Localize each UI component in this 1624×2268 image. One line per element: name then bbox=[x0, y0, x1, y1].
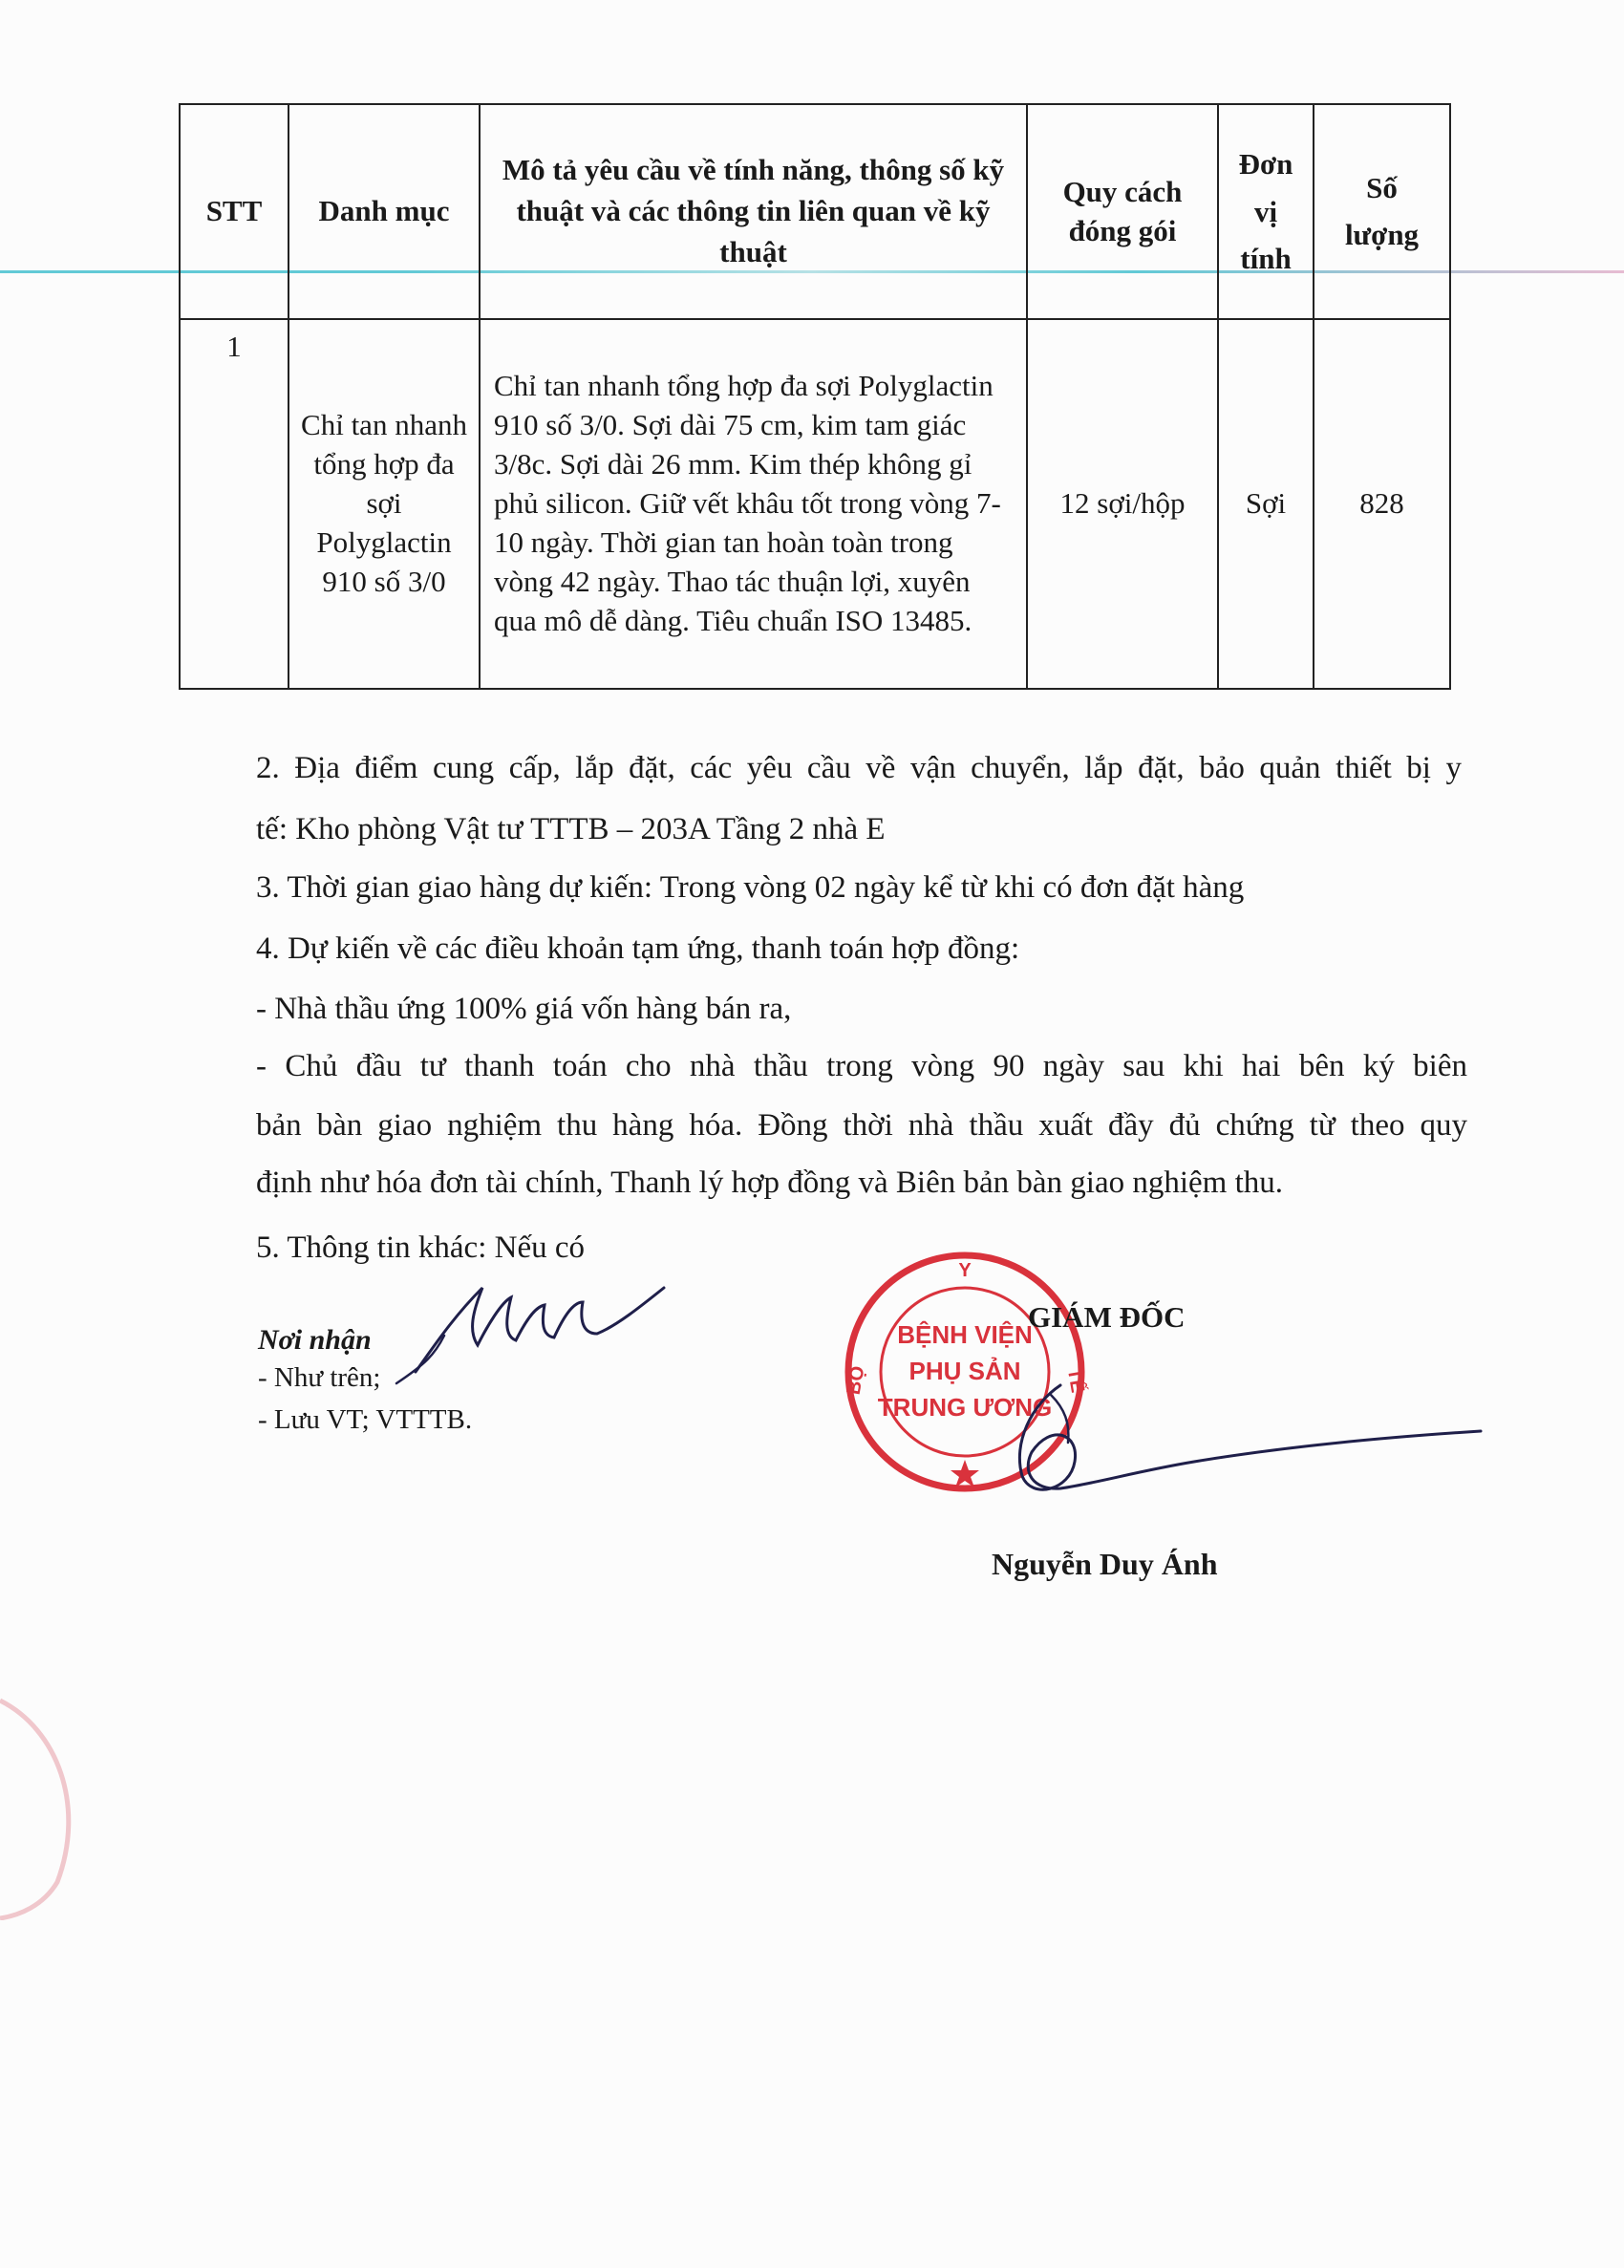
stamp-ring-top: Y bbox=[958, 1260, 972, 1281]
header-quy-cach: Quy cách đóng gói bbox=[1027, 104, 1218, 319]
stamp-line-3: TRUNG ƯƠNG bbox=[877, 1393, 1053, 1422]
item-4-b-line-1: - Chủ đầu tư thanh toán cho nhà thầu trong vòng 90 ngày sau khi hai bên ký biên bbox=[256, 1049, 1467, 1083]
cell-so-luong: 828 bbox=[1314, 319, 1450, 689]
table-header-row bbox=[180, 104, 1450, 319]
item-2-line-2: tế: Kho phòng Vật tư TTTB – 203A Tầng 2 nhà E bbox=[256, 812, 886, 846]
faint-stamp-remnant bbox=[0, 1691, 76, 1920]
cell-don-vi: Sợi bbox=[1218, 319, 1314, 689]
specification-table bbox=[179, 103, 1451, 690]
cell-mo-ta: Chỉ tan nhanh tổng hợp đa sợi Polyglactin 910 số 3/0. Sợi dài 75 cm, kim tam giác 3/8c. Sợi dài 26 mm. Kim thép không gỉ phủ silicon. Giữ vết khâu tốt trong vòng 7-10 ngày. Thời gian tan hoàn toàn trong vòng 42 ngày. Thao tác thuận lợi, xuyên qua mô dễ dàng. Tiêu chuẩn ISO 13485. bbox=[480, 319, 1027, 689]
cell-stt: 1 bbox=[180, 319, 288, 689]
header-danh-muc: Danh mục bbox=[288, 104, 480, 319]
item-2-line-1: 2. Địa điểm cung cấp, lắp đặt, các yêu cầu về vận chuyển, lắp đặt, bảo quản thiết bị y bbox=[256, 751, 1462, 785]
stamp-star-icon bbox=[951, 1460, 979, 1487]
item-3: 3. Thời gian giao hàng dự kiến: Trong vòng 02 ngày kể từ khi có đơn đặt hàng bbox=[256, 870, 1245, 905]
item-5: 5. Thông tin khác: Nếu có bbox=[256, 1230, 585, 1265]
header-stt: STT bbox=[180, 104, 288, 319]
recipients-title: Nơi nhận bbox=[258, 1324, 372, 1356]
signatory-title: GIÁM ĐỐC bbox=[1028, 1300, 1186, 1334]
initials-signature bbox=[377, 1259, 673, 1393]
item-4-b-line-2: bản bàn giao nghiệm thu hàng hóa. Đồng thời nhà thầu xuất đầy đủ chứng từ theo quy bbox=[256, 1108, 1467, 1143]
header-don-vi: Đơn vị tính bbox=[1218, 104, 1314, 319]
stamp-line-1: BỆNH VIỆN bbox=[897, 1320, 1033, 1349]
recipient-item: - Như trên; bbox=[258, 1362, 381, 1393]
stamp-ring-right: TẾ bbox=[1062, 1366, 1088, 1395]
item-4-a: - Nhà thầu ứng 100% giá vốn hàng bán ra, bbox=[256, 992, 792, 1026]
stamp-ring-left: BỘ bbox=[843, 1364, 869, 1397]
cell-quy-cach: 12 sợi/hộp bbox=[1027, 319, 1218, 689]
director-signature bbox=[994, 1366, 1490, 1509]
header-so-luong: Số lượng bbox=[1314, 104, 1450, 319]
table-row bbox=[180, 319, 1450, 689]
cell-danh-muc: Chỉ tan nhanh tổng hợp đa sợi Polyglactin 910 số 3/0 bbox=[288, 319, 480, 689]
item-4: 4. Dự kiến về các điều khoản tạm ứng, thanh toán hợp đồng: bbox=[256, 931, 1020, 966]
item-4-b-line-3: định như hóa đơn tài chính, Thanh lý hợp đồng và Biên bản bàn giao nghiệm thu. bbox=[256, 1166, 1284, 1200]
recipient-item: - Lưu VT; VTTTB. bbox=[258, 1404, 473, 1435]
signatory-name: Nguyễn Duy Ánh bbox=[992, 1547, 1218, 1581]
stamp-line-2: PHỤ SẢN bbox=[908, 1357, 1021, 1385]
header-mo-ta: Mô tả yêu cầu về tính năng, thông số kỹ thuật và các thông tin liên quan về kỹ thuật bbox=[480, 104, 1027, 319]
